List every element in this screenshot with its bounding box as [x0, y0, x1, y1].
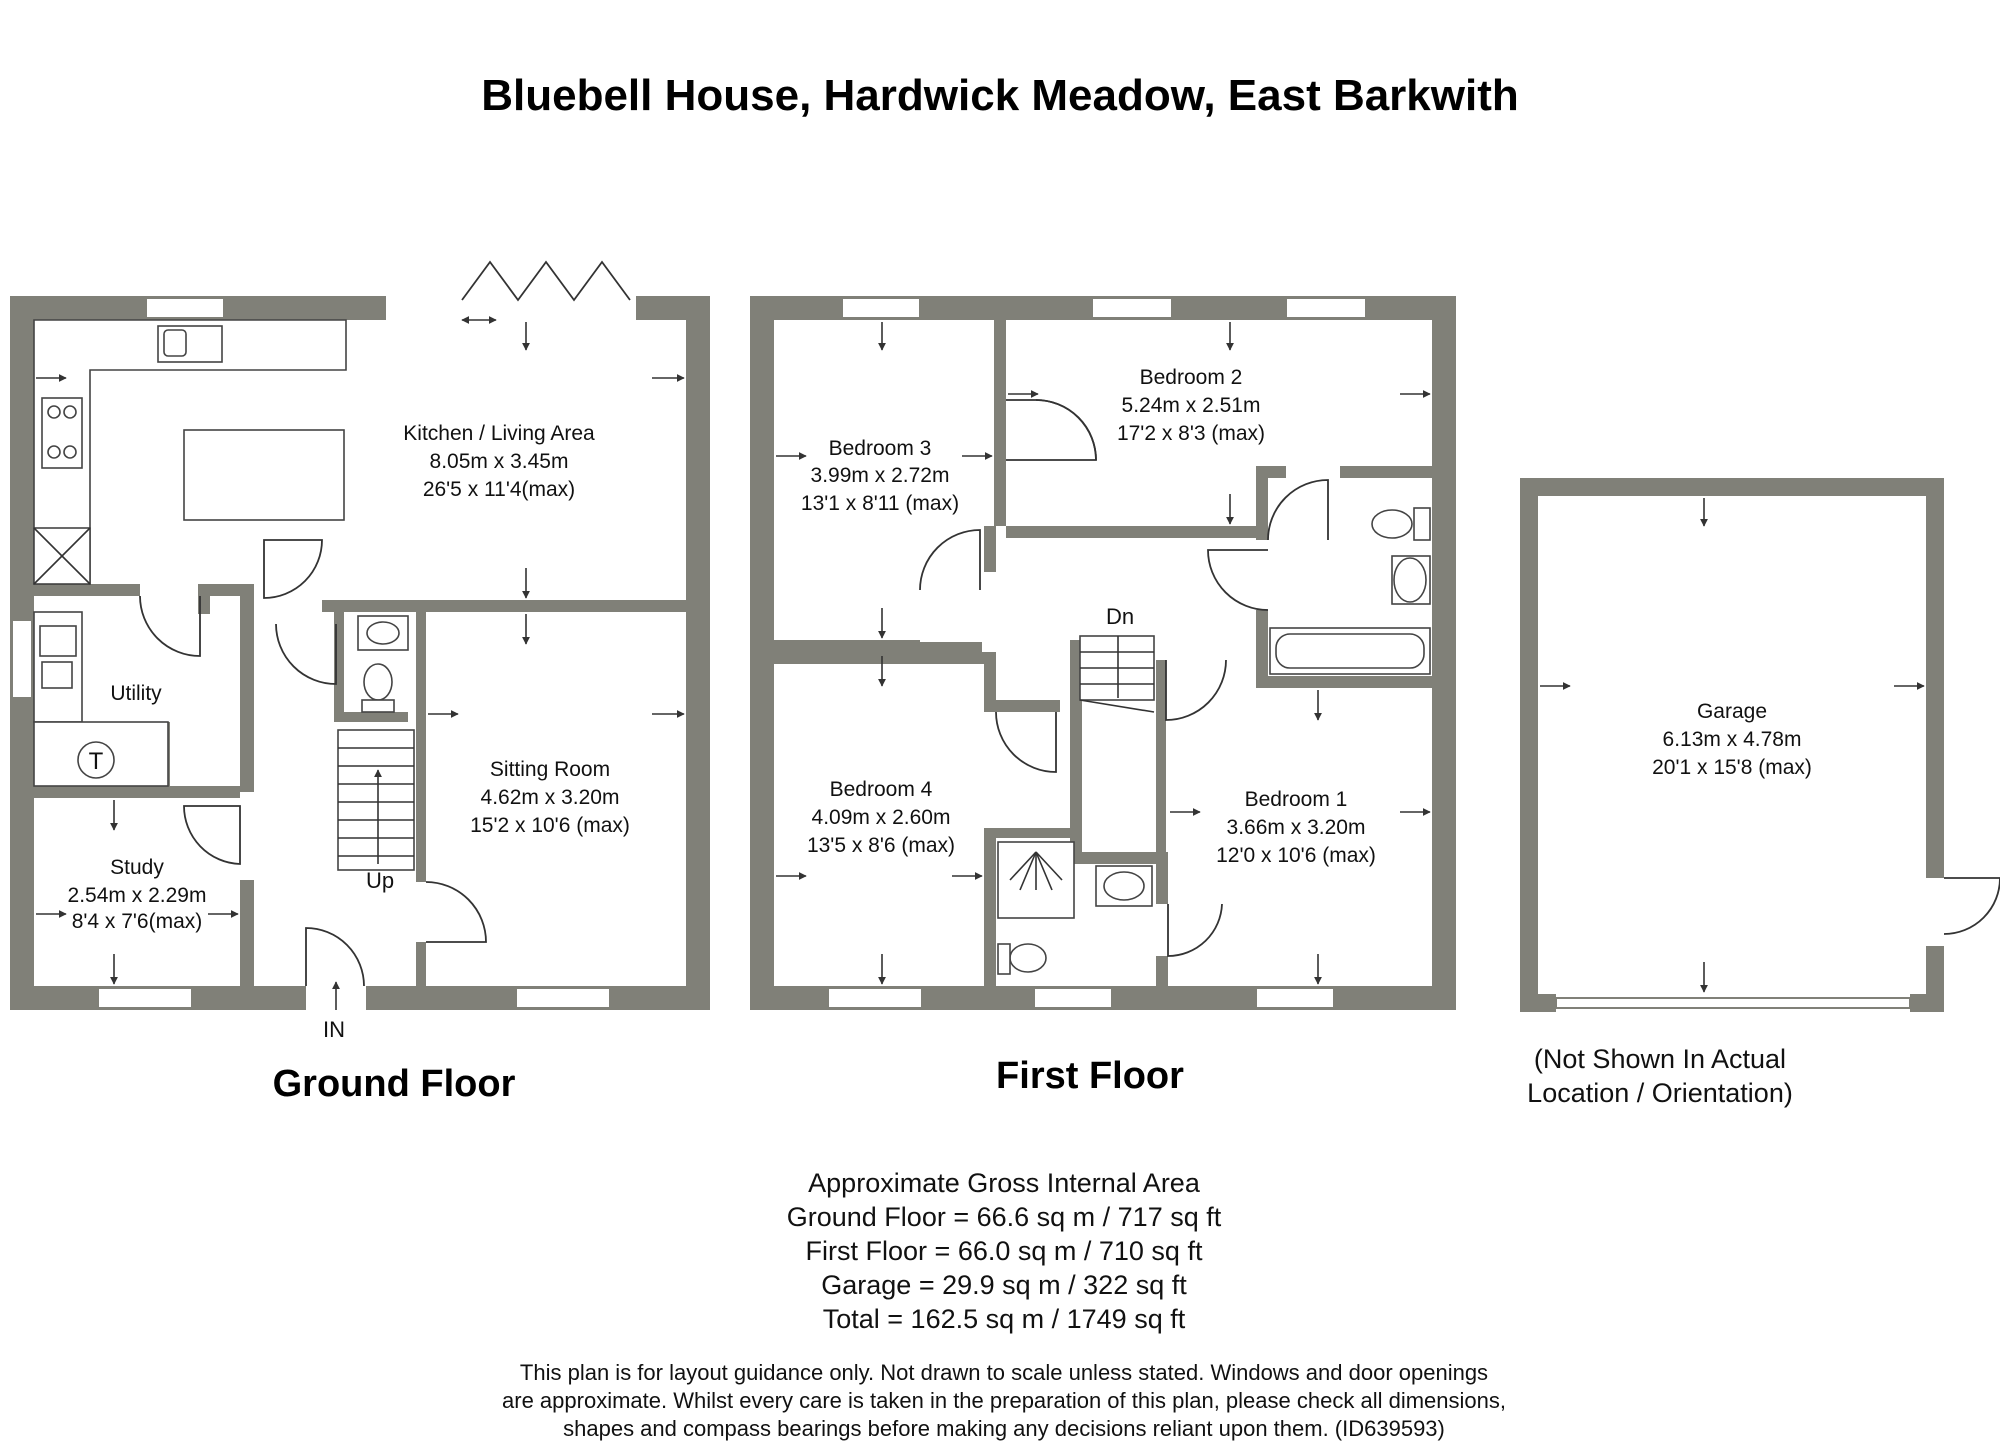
room-metric-bedroom3: 3.99m x 2.72m — [810, 464, 950, 487]
bifold-doors — [462, 262, 630, 300]
room-metric-study: 2.54m x 2.29m — [67, 884, 207, 907]
wall — [1256, 676, 1432, 688]
stairs-up-label: Up — [365, 868, 395, 893]
wall — [1156, 852, 1168, 904]
room-name-bedroom3: Bedroom 3 — [828, 437, 932, 460]
wall — [1340, 466, 1432, 478]
window — [828, 988, 922, 1008]
wall — [1100, 526, 1256, 538]
bath-inner — [1276, 634, 1424, 668]
wall — [686, 296, 710, 1010]
window — [1034, 988, 1112, 1008]
room-name-bedroom1: Bedroom 1 — [1244, 788, 1348, 811]
stairs-up — [338, 730, 414, 870]
door — [1208, 550, 1268, 610]
page-title: Bluebell House, Hardwick Meadow, East Barkwith — [481, 71, 1519, 120]
area-heading: Approximate Gross Internal Area — [808, 1168, 1200, 1198]
door — [1268, 480, 1328, 540]
wall — [750, 296, 774, 1010]
wall — [1006, 526, 1100, 538]
wall — [1432, 296, 1456, 1010]
wall — [994, 320, 1006, 526]
oven — [34, 528, 90, 584]
wall — [984, 828, 996, 986]
room-name-utility: Utility — [110, 682, 162, 705]
room-metric-kitchen: 8.05m x 3.45m — [429, 450, 569, 473]
hob — [42, 398, 82, 468]
room-imperial-garage: 20'1 x 15'8 (max) — [1652, 756, 1812, 779]
door — [1168, 904, 1222, 956]
door — [264, 540, 322, 598]
room-name-bedroom4: Bedroom 4 — [829, 778, 933, 801]
wall — [984, 700, 1060, 712]
garage-note-line: Location / Orientation) — [1527, 1078, 1793, 1108]
wc-cistern — [362, 700, 394, 712]
disclaimer-line: shapes and compass bearings before making any decisions reliant upon them. (ID639593) — [563, 1416, 1445, 1441]
room-metric-bedroom1: 3.66m x 3.20m — [1226, 816, 1366, 839]
wall — [400, 600, 426, 612]
room-metric-bedroom2: 5.24m x 2.51m — [1121, 394, 1261, 417]
wall — [1156, 660, 1166, 864]
wall — [774, 652, 984, 664]
ground-floor-plan — [10, 262, 710, 1105]
area-ground: Ground Floor = 66.6 sq m / 717 sq ft — [786, 1202, 1222, 1232]
disclaimer-line: are approximate. Whilst every care is taken in the preparation of this plan, please check all dimensions, — [502, 1388, 1506, 1413]
utility-sink — [40, 626, 76, 656]
bathroom-toilet — [1372, 510, 1412, 538]
wall — [1520, 478, 1538, 1012]
wall — [34, 786, 240, 798]
room-metric-bedroom4: 4.09m x 2.60m — [811, 806, 951, 829]
window — [1286, 298, 1366, 318]
stairs-down-label: Dn — [1105, 604, 1135, 629]
ground-floor-title: Ground Floor — [272, 1063, 516, 1105]
door — [140, 596, 200, 656]
room-metric-garage: 6.13m x 4.78m — [1662, 728, 1802, 751]
wall — [416, 942, 426, 986]
wall — [1256, 466, 1286, 478]
garage-side-door — [1944, 878, 2000, 934]
front-door — [306, 928, 364, 986]
door — [996, 712, 1056, 772]
boiler-label: T — [88, 748, 104, 775]
garage-note-line: (Not Shown In Actual — [1533, 1044, 1787, 1074]
room-name-bedroom2: Bedroom 2 — [1139, 366, 1243, 389]
door — [1006, 400, 1096, 460]
room-name-garage: Garage — [1696, 700, 1768, 723]
door — [184, 806, 240, 864]
wc-basin-bowl — [367, 622, 399, 644]
garage-plan — [1520, 478, 2000, 1108]
window — [98, 988, 192, 1008]
wall — [240, 596, 254, 792]
shower — [998, 842, 1074, 918]
door — [276, 624, 336, 684]
room-imperial-bedroom4: 13'5 x 8'6 (max) — [806, 834, 956, 857]
room-metric-sitting: 4.62m x 3.20m — [480, 786, 620, 809]
wall — [984, 828, 1080, 838]
area-total: Total = 162.5 sq m / 1749 sq ft — [822, 1304, 1186, 1334]
area-garage: Garage = 29.9 sq m / 322 sq ft — [821, 1270, 1187, 1300]
first-floor-plan — [750, 296, 1456, 1097]
door — [426, 882, 486, 942]
window — [146, 298, 224, 318]
room-name-sitting: Sitting Room — [489, 758, 611, 781]
wall — [1156, 956, 1168, 986]
window — [1256, 988, 1334, 1008]
ensuite-basin-bowl — [1104, 872, 1144, 900]
wall — [984, 526, 996, 572]
wall — [416, 612, 426, 882]
window — [516, 988, 610, 1008]
utility-sink-bowl — [42, 662, 72, 688]
ensuite-cistern — [998, 944, 1010, 974]
ensuite-toilet — [1010, 944, 1046, 972]
area-summary — [787, 1168, 1222, 1334]
disclaimer-line: This plan is for layout guidance only. Not drawn to scale unless stated. Windows and door openings — [519, 1360, 1489, 1385]
door — [920, 530, 980, 590]
bathroom-cistern — [1414, 508, 1430, 540]
room-name-study: Study — [110, 856, 164, 879]
window — [1092, 298, 1172, 318]
room-imperial-sitting: 15'2 x 10'6 (max) — [470, 814, 630, 837]
room-imperial-bedroom2: 17'2 x 8'3 (max) — [1116, 422, 1266, 445]
wc-toilet — [364, 664, 392, 700]
wall — [1520, 994, 1556, 1012]
wall — [1520, 478, 1944, 496]
room-imperial-bedroom1: 12'0 x 10'6 (max) — [1216, 844, 1376, 867]
first-floor-title: First Floor — [996, 1055, 1184, 1097]
window — [842, 298, 920, 318]
wall — [322, 600, 686, 612]
kitchen-island — [184, 430, 344, 520]
wall — [1070, 852, 1156, 864]
room-imperial-bedroom3: 13'1 x 8'11 (max) — [800, 492, 960, 515]
disclaimer — [502, 1360, 1506, 1441]
bathroom-basin-bowl — [1394, 558, 1426, 602]
room-name-kitchen: Kitchen / Living Area — [403, 422, 595, 445]
wall — [984, 652, 996, 708]
stairs-down — [1080, 636, 1154, 712]
room-imperial-study: 8'4 x 7'6(max) — [71, 910, 203, 933]
wall — [1926, 478, 1944, 878]
sink-bowl — [164, 330, 186, 356]
wall — [1910, 994, 1944, 1012]
wall — [240, 880, 254, 986]
window — [12, 620, 32, 698]
wall — [334, 712, 408, 722]
door — [1036, 400, 1096, 460]
wall — [774, 640, 920, 654]
entrance-label: IN — [323, 1017, 345, 1042]
door — [1166, 660, 1226, 720]
garage-door — [1556, 998, 1910, 1008]
area-first: First Floor = 66.0 sq m / 710 sq ft — [805, 1236, 1203, 1266]
wall — [34, 584, 140, 596]
room-imperial-kitchen: 26'5 x 11'4(max) — [422, 478, 576, 501]
